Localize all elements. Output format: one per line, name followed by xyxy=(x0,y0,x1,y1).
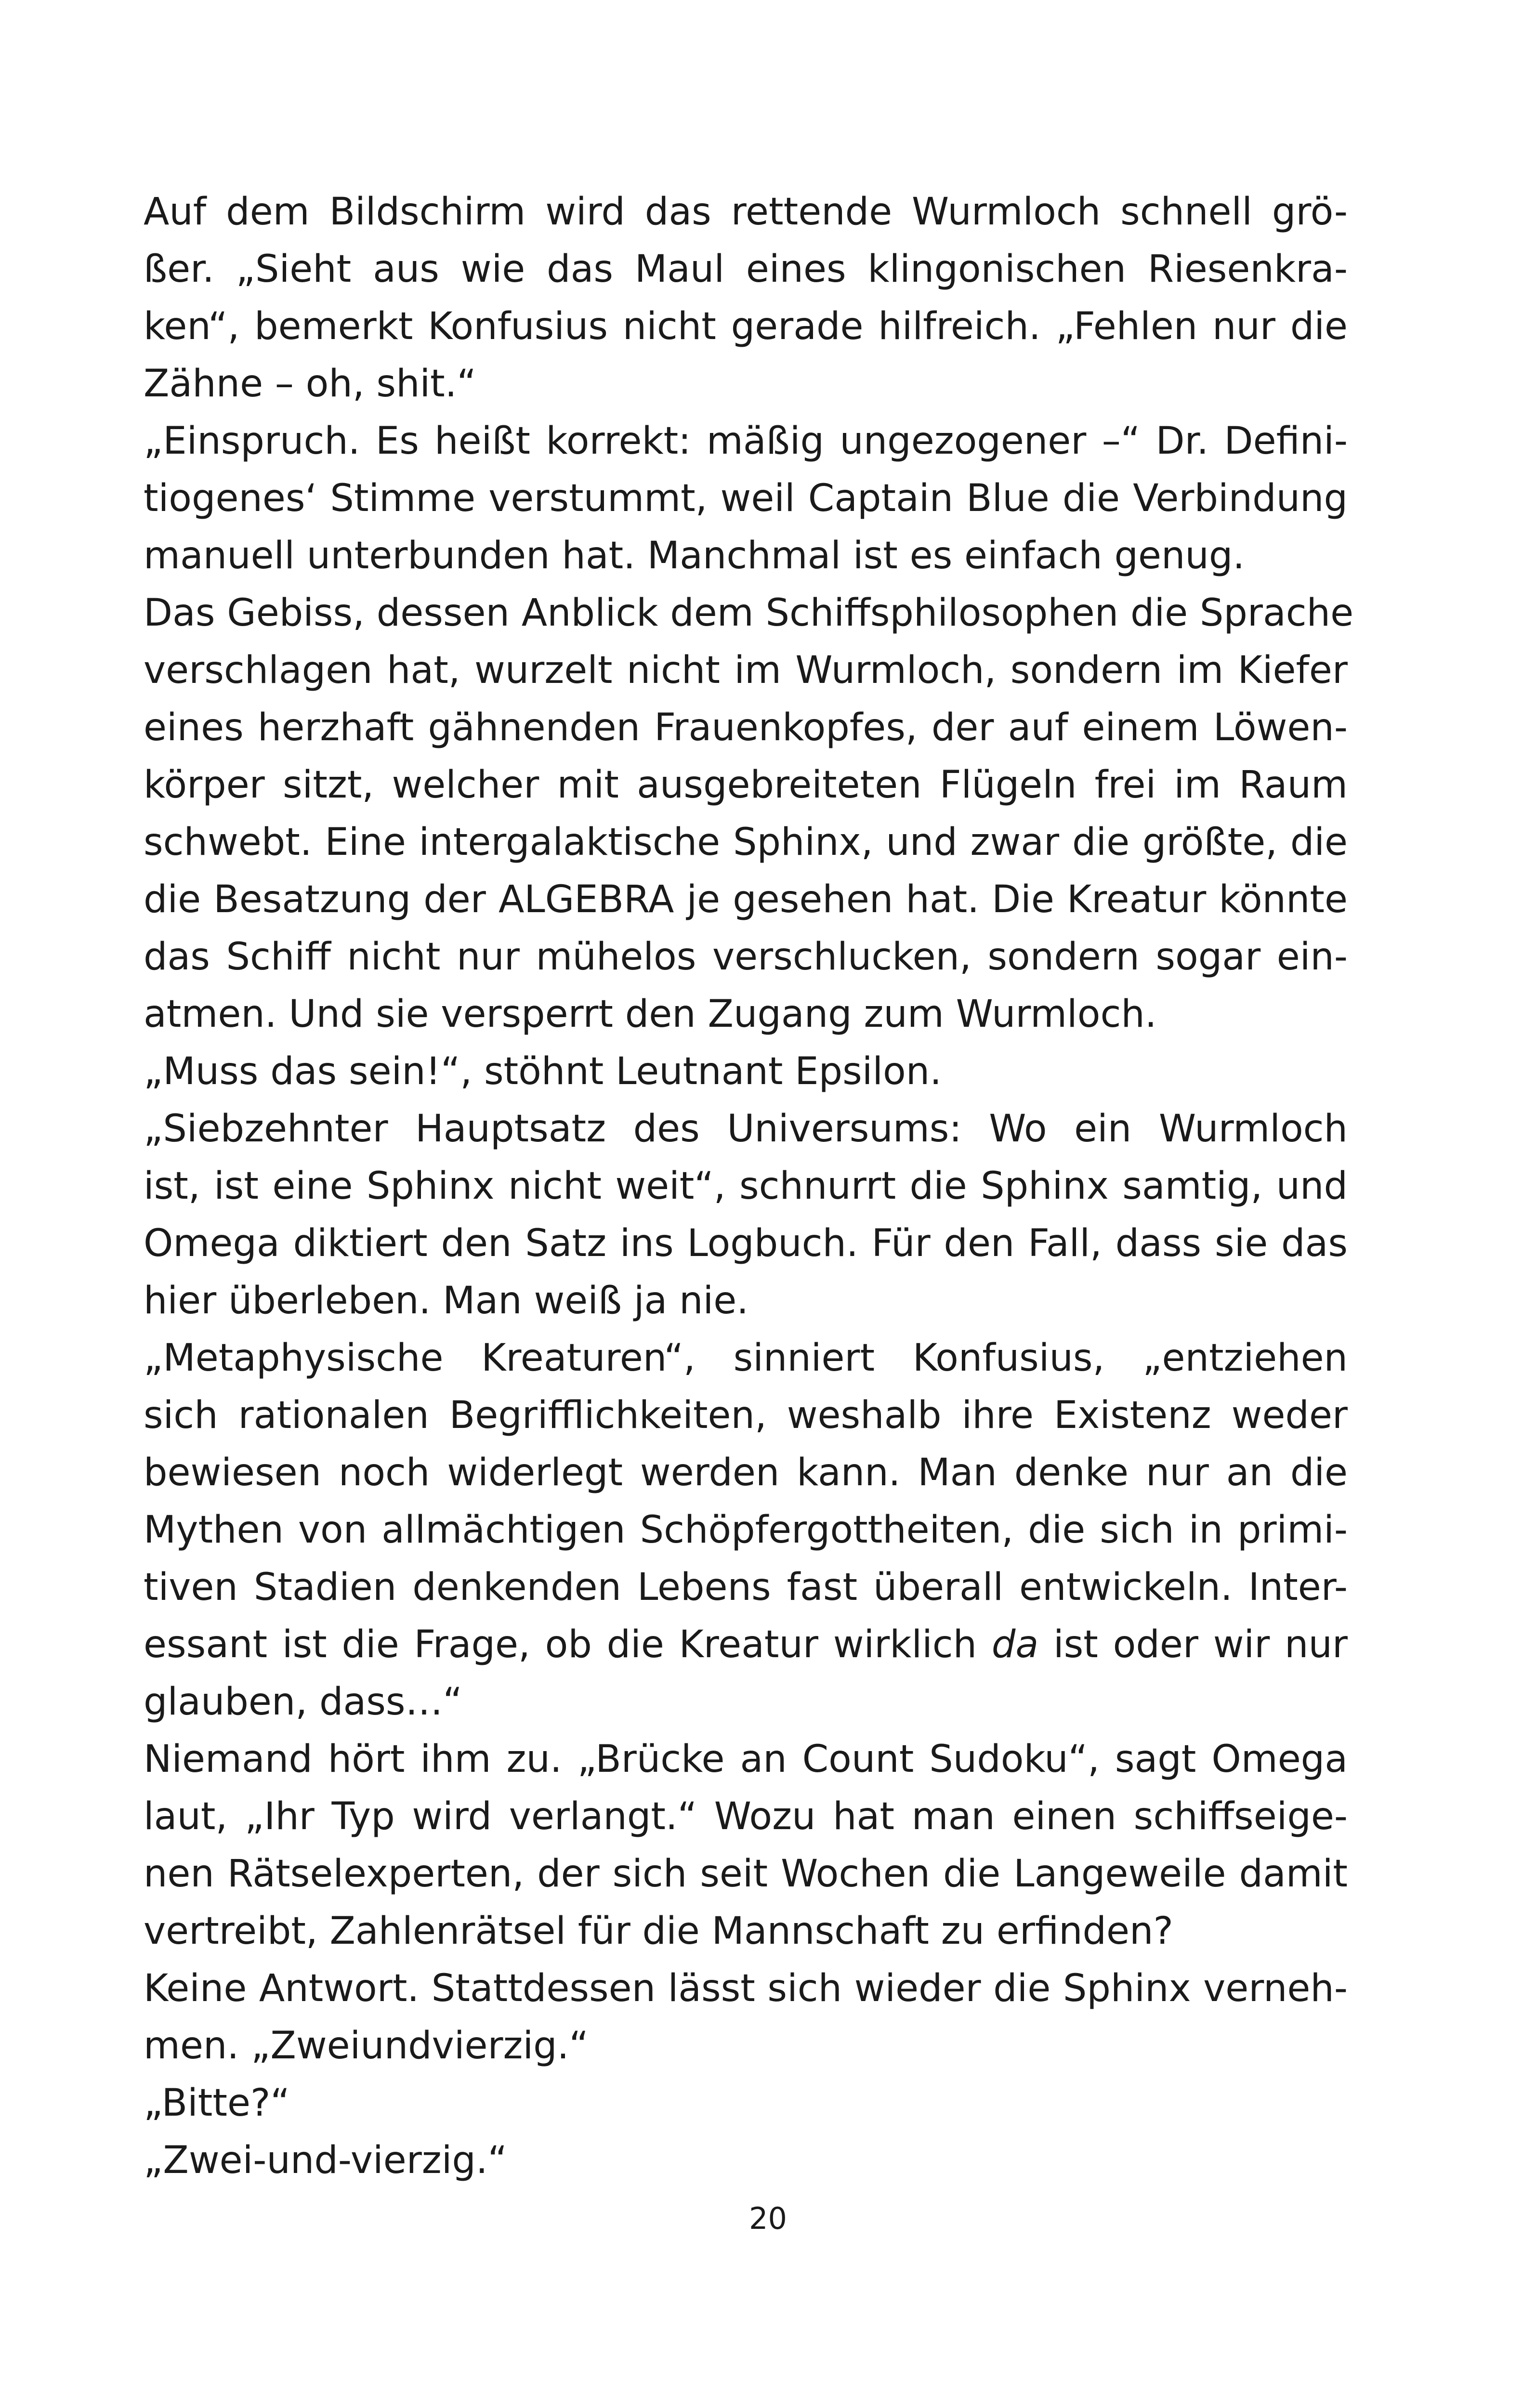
text-line: ßer. „Sieht aus wie das Maul eines klingonischen Riesenkra- xyxy=(144,248,1348,291)
text-segment: essant ist die Frage, ob die Kreatur wirklich xyxy=(144,1623,992,1666)
text-line: Mythen von allmächtigen Schöpfergottheiten, die sich in primi- xyxy=(144,1508,1348,1552)
text-line: nen Rätselexperten, der sich seit Wochen die Langeweile damit xyxy=(144,1852,1348,1896)
text-line: sich rationalen Begrifflichkeiten, weshalb ihre Existenz weder xyxy=(144,1394,1348,1437)
text-line: Das Gebiss, dessen Anblick dem Schiffsphilosophen die Sprache xyxy=(144,591,1354,635)
text-line: ist, ist eine Sphinx nicht weit“, schnurrt die Sphinx samtig, und xyxy=(144,1165,1348,1208)
text-line-with-emphasis xyxy=(144,1616,1348,1674)
text-line: „Zwei-und-vierzig.“ xyxy=(144,2139,508,2182)
text-line: manuell unterbunden hat. Manchmal ist es einfach genug. xyxy=(144,534,1245,577)
text-line: tiogenes‘ Stimme verstummt, weil Captain Blue die Verbindung xyxy=(144,477,1348,520)
text-line: eines herzhaft gähnenden Frauenkopfes, der auf einem Löwen- xyxy=(144,706,1348,749)
text-line: das Schiff nicht nur mühelos verschlucken, sondern sogar ein- xyxy=(144,935,1348,979)
text-line: Niemand hört ihm zu. „Brücke an Count Sudoku“, sagt Omega xyxy=(144,1738,1348,1781)
text-line: Keine Antwort. Stattdessen lässt sich wieder die Sphinx verneh- xyxy=(144,1967,1348,2010)
text-line: verschlagen hat, wurzelt nicht im Wurmloch, sondern im Kiefer xyxy=(144,649,1348,692)
text-line: „Bitte?“ xyxy=(144,2081,290,2125)
text-line: Zähne – oh, shit.“ xyxy=(144,362,476,406)
text-line: bewiesen noch widerlegt werden kann. Man denke nur an die xyxy=(144,1451,1348,1494)
text-line: men. „Zweiundvierzig.“ xyxy=(144,2024,589,2068)
text-line: körper sitzt, welcher mit ausgebreiteten Flügeln frei im Raum xyxy=(144,763,1348,807)
text-line: „Muss das sein!“, stöhnt Leutnant Epsilon. xyxy=(144,1050,942,1093)
emphasized-word: da xyxy=(991,1623,1039,1666)
text-segment: ist oder wir nur xyxy=(1038,1623,1348,1666)
text-line: hier überleben. Man weiß ja nie. xyxy=(144,1279,748,1322)
text-line: „Einspruch. Es heißt korrekt: mäßig ungezogener –“ Dr. Defini- xyxy=(144,419,1348,463)
text-line: „Metaphysische Kreaturen“, sinniert Konfusius, „entziehen xyxy=(144,1336,1348,1380)
text-line: „Siebzehnter Hauptsatz des Universums: Wo ein Wurmloch xyxy=(144,1107,1348,1151)
text-line: ken“, bemerkt Konfusius nicht gerade hilfreich. „Fehlen nur die xyxy=(144,305,1348,348)
page-number: 20 xyxy=(749,2201,787,2236)
text-line: Omega diktiert den Satz ins Logbuch. Für den Fall, dass sie das xyxy=(144,1222,1348,1265)
text-line: laut, „Ihr Typ wird verlangt.“ Wozu hat man einen schiffseige- xyxy=(144,1795,1348,1838)
text-line: atmen. Und sie versperrt den Zugang zum Wurmloch. xyxy=(144,993,1157,1036)
text-line: schwebt. Eine intergalaktische Sphinx, und zwar die größte, die xyxy=(144,821,1348,864)
text-line: vertreibt, Zahlenrätsel für die Mannschaft zu erfinden? xyxy=(144,1910,1173,1953)
text-line: tiven Stadien denkenden Lebens fast überall entwickeln. Inter- xyxy=(144,1566,1348,1609)
text-line: die Besatzung der ALGEBRA je gesehen hat. Die Kreatur könnte xyxy=(144,878,1348,921)
text-line: Auf dem Bildschirm wird das rettende Wurmloch schnell grö- xyxy=(144,190,1348,234)
text-line: glauben, dass…“ xyxy=(144,1680,462,1724)
